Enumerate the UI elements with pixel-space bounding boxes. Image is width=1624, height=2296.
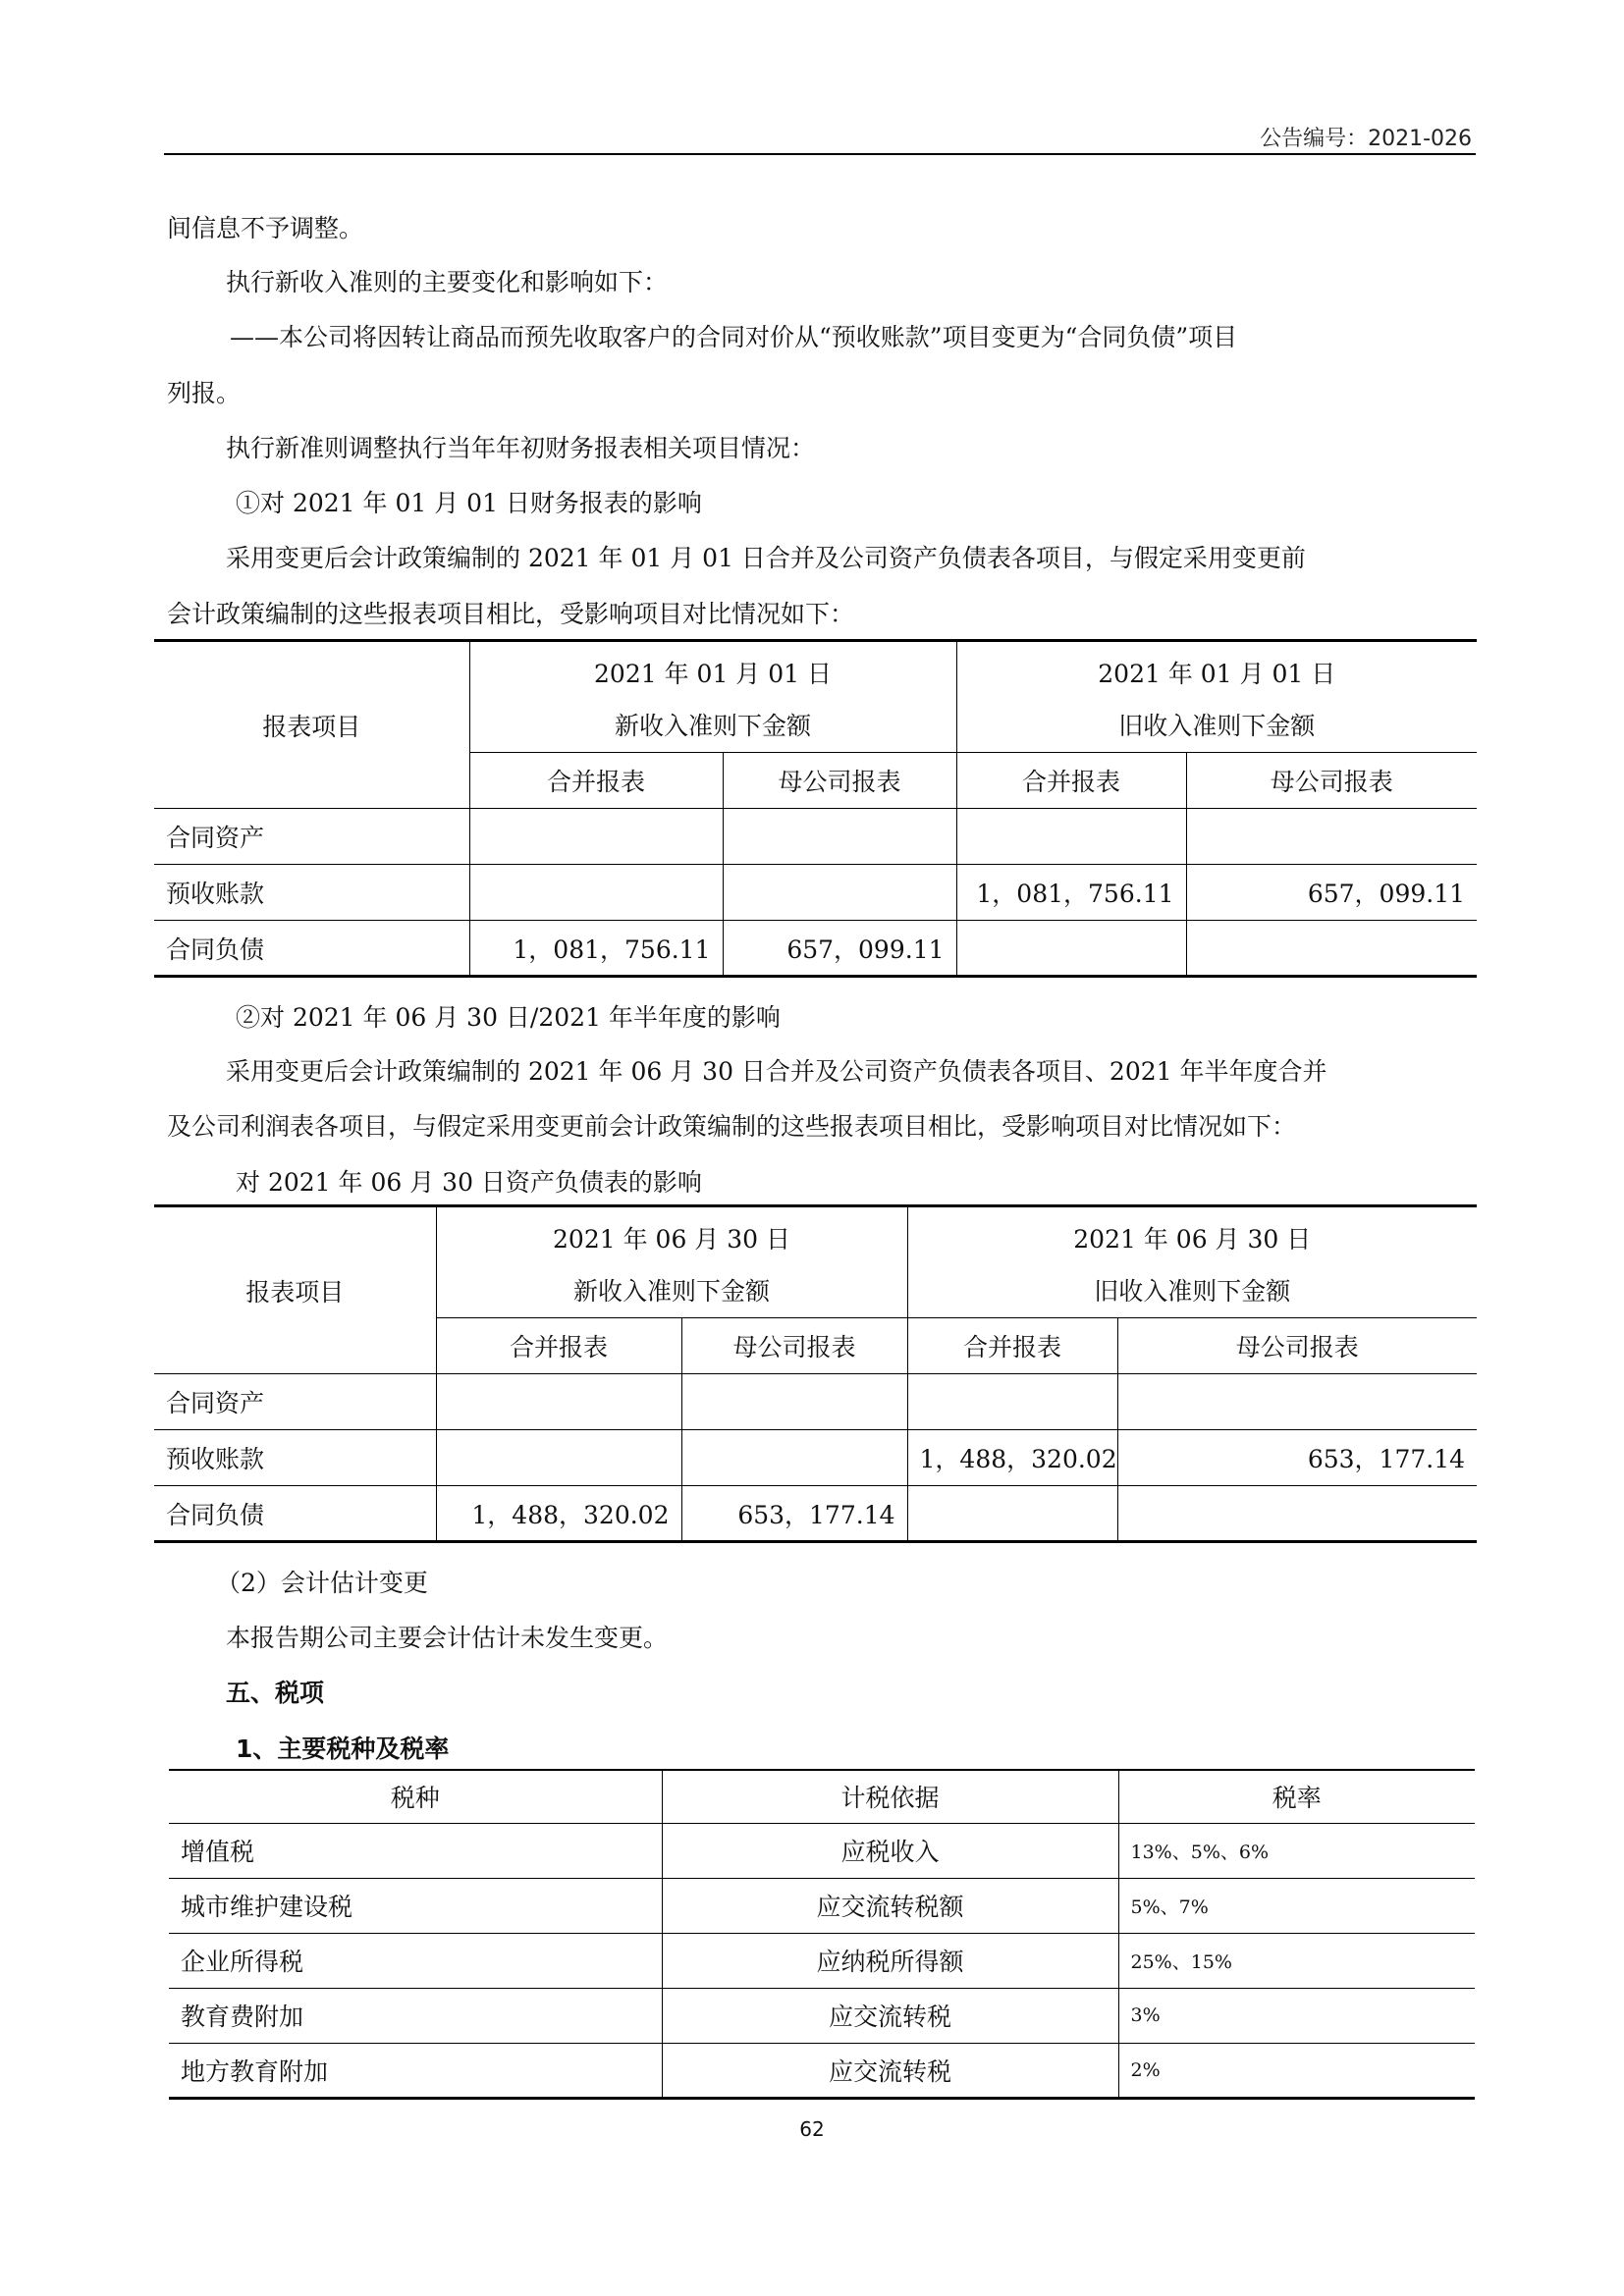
cell-value [1117,1486,1477,1542]
tax-rate: 13%、5%、6% [1118,1823,1475,1878]
sub-header: 合并报表 [469,753,723,809]
table-row [154,921,1477,977]
tax-name: 地方教育附加 [169,2043,662,2098]
row-item: 合同负债 [154,921,469,977]
cell-value: 1，081，756.11 [469,921,723,977]
col-header-tax: 税种 [169,1770,662,1823]
cell-value [1186,921,1477,977]
cell-value [681,1374,907,1430]
sub-header: 母公司报表 [1186,753,1477,809]
paragraph: 间信息不予调整。 [167,214,364,242]
paragraph: 执行新准则调整执行当年年初财务报表相关项目情况： [226,434,816,462]
tax-name: 企业所得税 [169,1933,662,1988]
row-item: 预收账款 [154,1430,436,1486]
tax-name: 教育费附加 [169,1988,662,2043]
tax-basis: 应交流转税 [662,2043,1118,2098]
tax-rate: 3% [1118,1988,1475,2043]
cell-value [469,809,723,865]
cell-value [1117,1374,1477,1430]
row-item: 合同资产 [154,809,469,865]
tax-rate: 2% [1130,2058,1161,2081]
table-row [169,1933,1475,1988]
col-header-old-label: 旧收入准则下金额 [907,1262,1477,1318]
table-row [154,865,1477,921]
col-header-old-date: 2021 年 01 月 01 日 [1098,659,1336,688]
paragraph: 会计政策编制的这些报表项目相比，受影响项目对比情况如下： [167,600,855,628]
col-header-item: 报表项目 [154,1206,436,1374]
cell-value [907,1374,1117,1430]
paragraph: 采用变更后会计政策编制的 2021 年 06 月 30 日合并及公司资产负债表各项目、2021 年半年度合并 [226,1057,1327,1086]
col-header-item: 报表项目 [154,641,469,809]
col-header-new-label: 新收入准则下金额 [436,1262,907,1318]
paragraph: 对 2021 年 06 月 30 日资产负债表的影响 [236,1168,702,1197]
impact-table-20210101 [154,639,1477,978]
paragraph: ①对 2021 年 01 月 01 日财务报表的影响 [236,489,702,517]
table-row [154,1486,1477,1542]
cell-value [681,1430,907,1486]
table-row [154,1374,1477,1430]
sub-header: 合并报表 [907,1318,1117,1374]
row-item: 合同资产 [154,1374,436,1430]
cell-value [723,809,956,865]
tax-basis: 应交流转税额 [662,1878,1118,1933]
tax-rate: 5%、7% [1118,1878,1475,1933]
notice-number: 公告编号：2021-026 [1260,127,1472,151]
section-heading: 五、税项 [226,1679,325,1707]
cell-value [956,921,1186,977]
col-header-basis: 计税依据 [662,1770,1118,1823]
col-header-old-label: 旧收入准则下金额 [956,697,1477,753]
table-row [154,1430,1477,1486]
cell-value [723,865,956,921]
tax-name: 增值税 [169,1823,662,1878]
row-item: 合同负债 [154,1486,436,1542]
cell-value [956,809,1186,865]
table-row [169,2043,1475,2098]
col-header-old-date: 2021 年 06 月 30 日 [1073,1224,1312,1254]
col-header-new-date: 2021 年 06 月 30 日 [436,1206,907,1262]
paragraph: （2）会计估计变更 [216,1569,428,1597]
cell-value: 1，081，756.11 [956,865,1186,921]
paragraph: 列报。 [167,379,242,407]
tax-rate: 25%、15% [1118,1933,1475,1988]
tax-basis: 应税收入 [662,1823,1118,1878]
col-header-rate: 税率 [1118,1770,1475,1823]
tax-name: 城市维护建设税 [169,1878,662,1933]
paragraph: 采用变更后会计政策编制的 2021 年 01 月 01 日合并及公司资产负债表各项目，与假定采用变更前 [226,544,1306,572]
col-header-new-label: 新收入准则下金额 [469,697,956,753]
cell-value: 653，177.14 [681,1486,907,1542]
table-row [169,1878,1475,1933]
page-number: 62 [799,2117,825,2141]
sub-header: 合并报表 [956,753,1186,809]
sub-header: 母公司报表 [681,1318,907,1374]
sub-header: 母公司报表 [723,753,956,809]
tax-basis: 应纳税所得额 [662,1933,1118,1988]
tax-rate-table [169,1769,1475,2100]
cell-value [907,1486,1117,1542]
impact-table-20210630 [154,1204,1477,1543]
cell-value [469,865,723,921]
cell-value: 1，488，320.02 [907,1430,1117,1486]
cell-value [1186,809,1477,865]
table-row [154,809,1477,865]
header-rule [164,153,1476,155]
paragraph: 执行新收入准则的主要变化和影响如下： [226,268,669,296]
tax-basis: 应交流转税 [662,1988,1118,2043]
table-row [169,1988,1475,2043]
col-header-new-date: 2021 年 01 月 01 日 [469,641,956,697]
table-row [169,1823,1475,1878]
subsection-heading: 1、主要税种及税率 [236,1735,450,1763]
paragraph: 及公司利润表各项目，与假定采用变更前会计政策编制的这些报表项目相比，受影响项目对比情况如下： [167,1112,1297,1141]
paragraph: ②对 2021 年 06 月 30 日/2021 年半年度的影响 [236,1003,781,1032]
cell-value: 1，488，320.02 [436,1486,681,1542]
cell-value [436,1374,681,1430]
cell-value: 657，099.11 [1186,865,1477,921]
cell-value: 653，177.14 [1117,1430,1477,1486]
paragraph: 本报告期公司主要会计估计未发生变更。 [226,1624,669,1652]
sub-header: 母公司报表 [1117,1318,1477,1374]
paragraph: ——本公司将因转让商品而预先收取客户的合同对价从“预收账款”项目变更为“合同负债”项目 [230,323,1238,351]
cell-value: 657，099.11 [723,921,956,977]
cell-value [436,1430,681,1486]
row-item: 预收账款 [154,865,469,921]
sub-header: 合并报表 [436,1318,681,1374]
